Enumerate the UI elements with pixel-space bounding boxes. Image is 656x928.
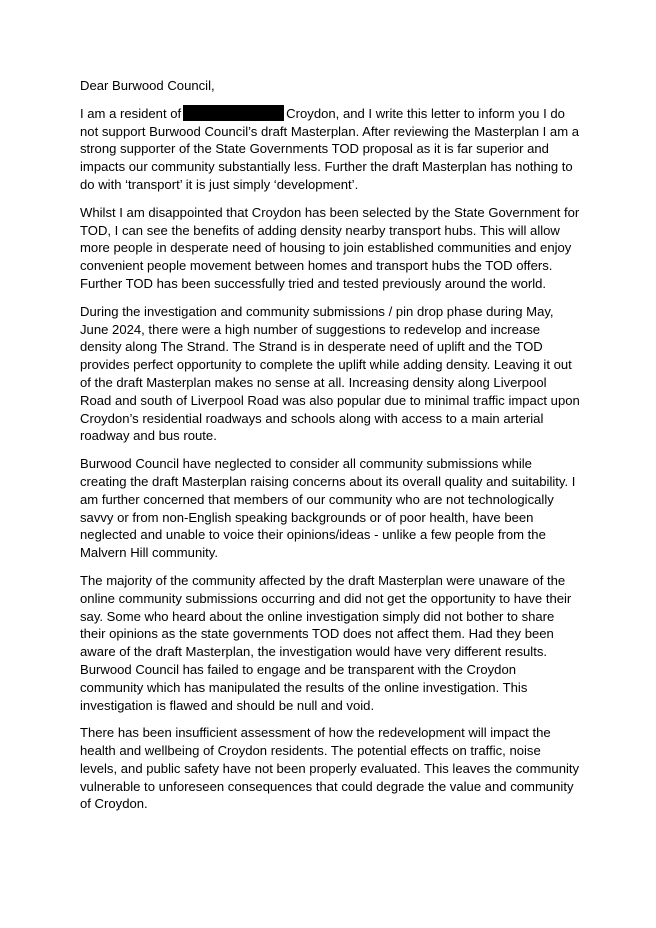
paragraph-2: Whilst I am disappointed that Croydon has been selected by the State Government for TOD, I can see the benefits of adding density nearby transport hubs. This will allow more people in desperate need of housing to join established communities and enjoy convenient people movement between homes and transport hubs the TOD offers. Further TOD has been successfully tried and tested previously around the world. (80, 204, 580, 291)
paragraph-5: The majority of the community affected by the draft Masterplan were unaware of the online community submissions occurring and did not get the opportunity to have their say. Some who heard about the online investigation simply did not bother to share their opinions as the state governments TOD does not affect them. Had they been aware of the draft Masterplan, the investigation would have very different results. Burwood Council has failed to engage and be transparent with the Croydon community which has manipulated the results of the online investigation. This investigation is flawed and should be null and void. (80, 572, 572, 713)
paragraph-4: Burwood Council have neglected to consider all community submissions while creating the draft Masterplan raising concerns about its overall quality and suitability. I am further concerned that members of our community who are not technologically savvy or from non-English speaking backgrounds or of poor health, have been neglected and unable to voice their opinions/ideas - unlike a few people from the Malvern Hill community. (80, 456, 576, 561)
redacted-address (183, 105, 284, 121)
paragraph-1-intro: I am a resident of (80, 105, 182, 121)
salutation: Dear Burwood Council, (80, 78, 215, 93)
paragraph-1-body: Croydon, and I write this letter to inform you I do not support Burwood Council’s draft Masterplan. After reviewing the Masterplan I am a strong supporter of the State Governments TOD proposal as it is far superior and impacts our community substantially less. Further the draft Masterplan has nothing to do with ‘transport’ it is just simply ‘development’. (80, 105, 580, 192)
paragraph-3: During the investigation and community submissions / pin drop phase during May, June 2024, there were a high number of suggestions to redevelop and increase density along The Strand. The Strand is in desperate need of uplift and the TOD provides perfect opportunity to complete the uplift while adding density. Leaving it out of the draft Masterplan makes no sense at all. Increasing density along Liverpool Road and south of Liverpool Road was also popular due to minimal traffic impact upon Croydon’s residential roadways and schools along with access to a main arterial roadway and bus route. (80, 303, 580, 444)
letter-page (80, 77, 580, 823)
paragraph-6: There has been insufficient assessment of how the redevelopment will impact the health and wellbeing of Croydon residents. The potential effects on traffic, noise levels, and public safety have not been properly evaluated. This leaves the community vulnerable to unforeseen consequences that could degrade the value and community of Croydon. (80, 725, 580, 812)
paragraph-1 (80, 105, 580, 194)
